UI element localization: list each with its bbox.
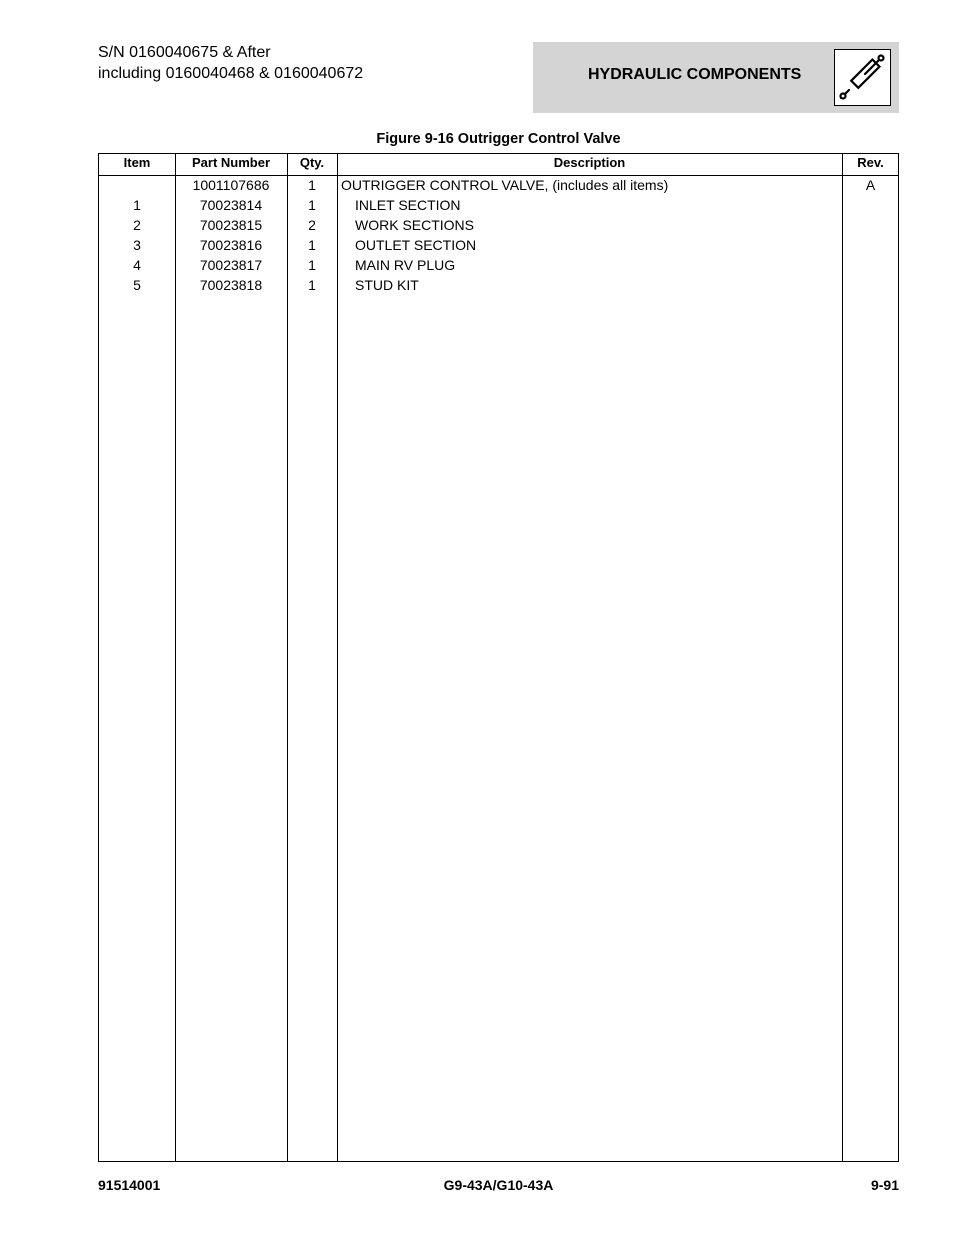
- figure-title: Figure 9-16 Outrigger Control Valve: [376, 131, 621, 147]
- column-divider: [175, 154, 176, 1161]
- qty-cell: 1: [308, 237, 316, 253]
- column-header-qty: Qty.: [299, 155, 325, 170]
- item-cell: 5: [133, 277, 141, 293]
- serial-line-1: S/N 0160040675 & After: [98, 44, 271, 61]
- footer-doc-number: 91514001: [98, 1177, 161, 1193]
- section-title: HYDRAULIC COMPONENTS: [588, 66, 802, 83]
- table-row: [99, 235, 898, 255]
- hydraulic-cylinder-icon: [834, 49, 891, 106]
- item-cell: 3: [133, 237, 141, 253]
- column-divider: [287, 154, 288, 1161]
- item-cell: 2: [133, 217, 141, 233]
- part-number-cell: 1001107686: [192, 177, 270, 193]
- table-row: [99, 215, 898, 235]
- qty-cell: 1: [308, 277, 316, 293]
- column-divider: [337, 154, 338, 1161]
- item-cell: 1: [133, 197, 141, 213]
- column-header-description: Description: [553, 155, 626, 170]
- footer-page-number: 9-91: [870, 1177, 899, 1193]
- description-cell: INLET SECTION: [355, 197, 461, 213]
- qty-cell: 1: [308, 177, 316, 193]
- column-divider: [842, 154, 843, 1161]
- column-header-rev: Rev.: [857, 155, 884, 170]
- table-row: [99, 195, 898, 215]
- section-header-box: [533, 42, 899, 113]
- part-number-cell: 70023814: [199, 197, 263, 213]
- parts-table: [98, 153, 899, 1162]
- serial-number-block: [98, 42, 363, 84]
- footer-model: G9-43A/G10-43A: [443, 1177, 554, 1193]
- part-number-cell: 70023817: [199, 257, 263, 273]
- description-cell: STUD KIT: [355, 277, 419, 293]
- description-cell: OUTRIGGER CONTROL VALVE, (includes all items): [341, 177, 669, 193]
- qty-cell: 1: [308, 197, 316, 213]
- part-number-cell: 70023816: [199, 237, 263, 253]
- column-header-item: Item: [123, 155, 151, 170]
- serial-line-2: including 0160040468 & 0160040672: [98, 65, 364, 82]
- description-cell: WORK SECTIONS: [355, 217, 475, 233]
- table-row: [99, 255, 898, 275]
- part-number-cell: 70023815: [199, 217, 263, 233]
- column-header-part-number: Part Number: [191, 155, 271, 170]
- qty-cell: 2: [308, 217, 316, 233]
- item-cell: 4: [133, 257, 141, 273]
- table-row: [99, 175, 898, 195]
- table-row: [99, 275, 898, 295]
- rev-cell: A: [865, 177, 876, 193]
- qty-cell: 1: [308, 257, 316, 273]
- description-cell: OUTLET SECTION: [355, 237, 477, 253]
- description-cell: MAIN RV PLUG: [355, 257, 456, 273]
- part-number-cell: 70023818: [199, 277, 263, 293]
